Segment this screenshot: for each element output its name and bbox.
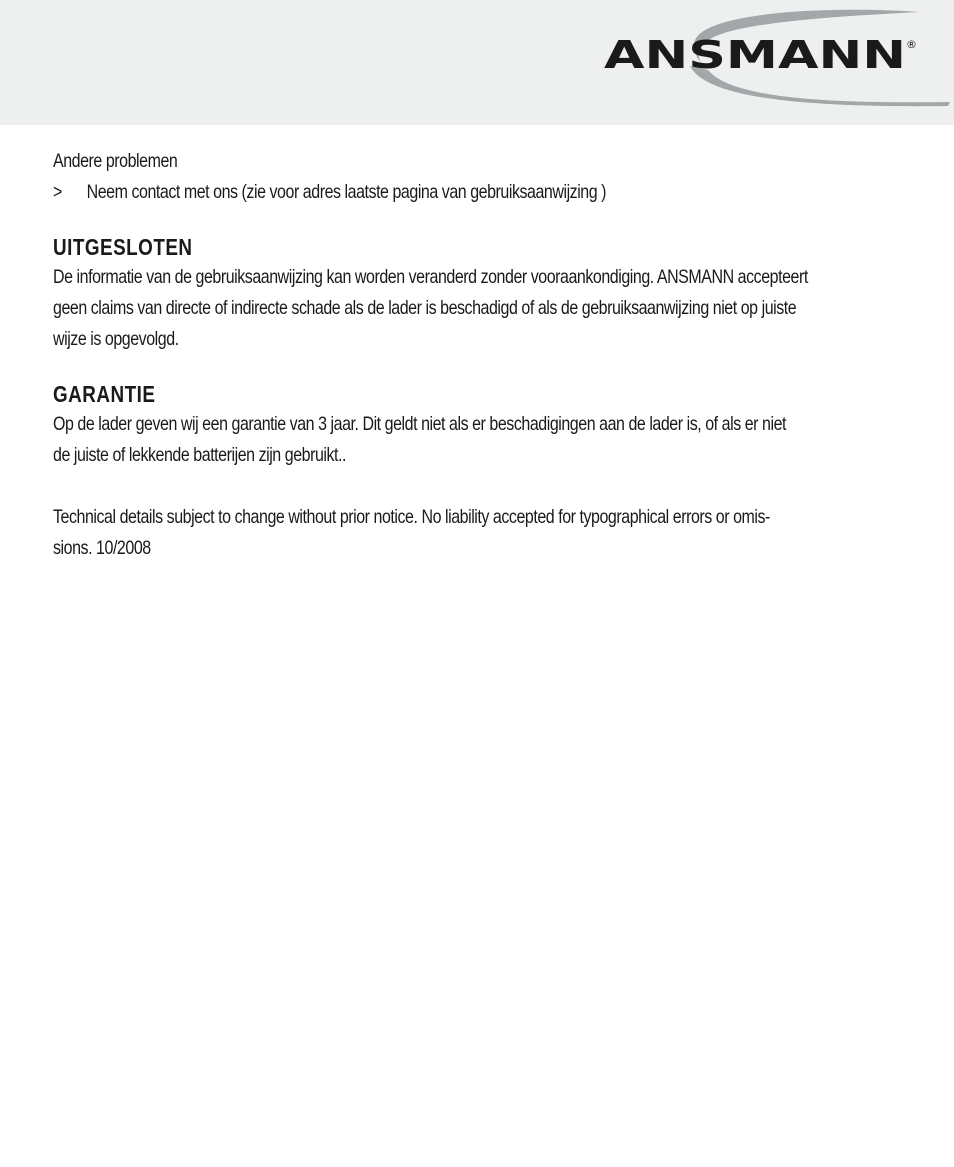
excluded-line-1: De informatie van de gebruiksaanwijzing kan worden veranderd zonder vooraankondiging. ANSMANN accepteert [53, 266, 808, 288]
disclaimer-line-2: sions. 10/2008 [53, 537, 151, 559]
excluded-line-3: wijze is opgevolgd. [53, 328, 179, 350]
excluded-title: UITGESLOTEN [53, 234, 193, 260]
warranty-title: GARANTIE [53, 381, 156, 407]
excluded-paragraph [53, 262, 914, 355]
warranty-section [53, 379, 914, 471]
document-body [53, 146, 914, 564]
disclaimer-block [53, 502, 914, 564]
contact-bullet-text: Neem contact met ons (zie voor adres laatste pagina van gebruiksaanwijzing ) [86, 181, 607, 203]
ansmann-logo [600, 8, 950, 113]
bullet-arrow: > [53, 181, 62, 203]
warranty-paragraph [53, 409, 914, 471]
other-problems-heading: Andere problemen [53, 150, 178, 172]
logo-wordmark: ANSMANN [604, 33, 906, 77]
excluded-line-2: geen claims van directe of indirecte schade als de lader is beschadigd of als de gebruiksaanwijzing niet op juiste [53, 297, 797, 319]
disclaimer-line-1: Technical details subject to change without prior notice. No liability accepted for typographical errors or omis- [53, 506, 770, 528]
contact-bullet [53, 177, 914, 208]
warranty-line-2: de juiste of lekkende batterijen zijn gebruikt.. [53, 444, 347, 466]
other-problems-block [53, 146, 914, 208]
page-header-band [0, 0, 954, 125]
logo-registered-mark: ® [906, 38, 917, 51]
excluded-section [53, 232, 914, 355]
warranty-line-1: Op de lader geven wij een garantie van 3 jaar. Dit geldt niet als er beschadigingen aan de lader is, of als er niet [53, 413, 787, 435]
